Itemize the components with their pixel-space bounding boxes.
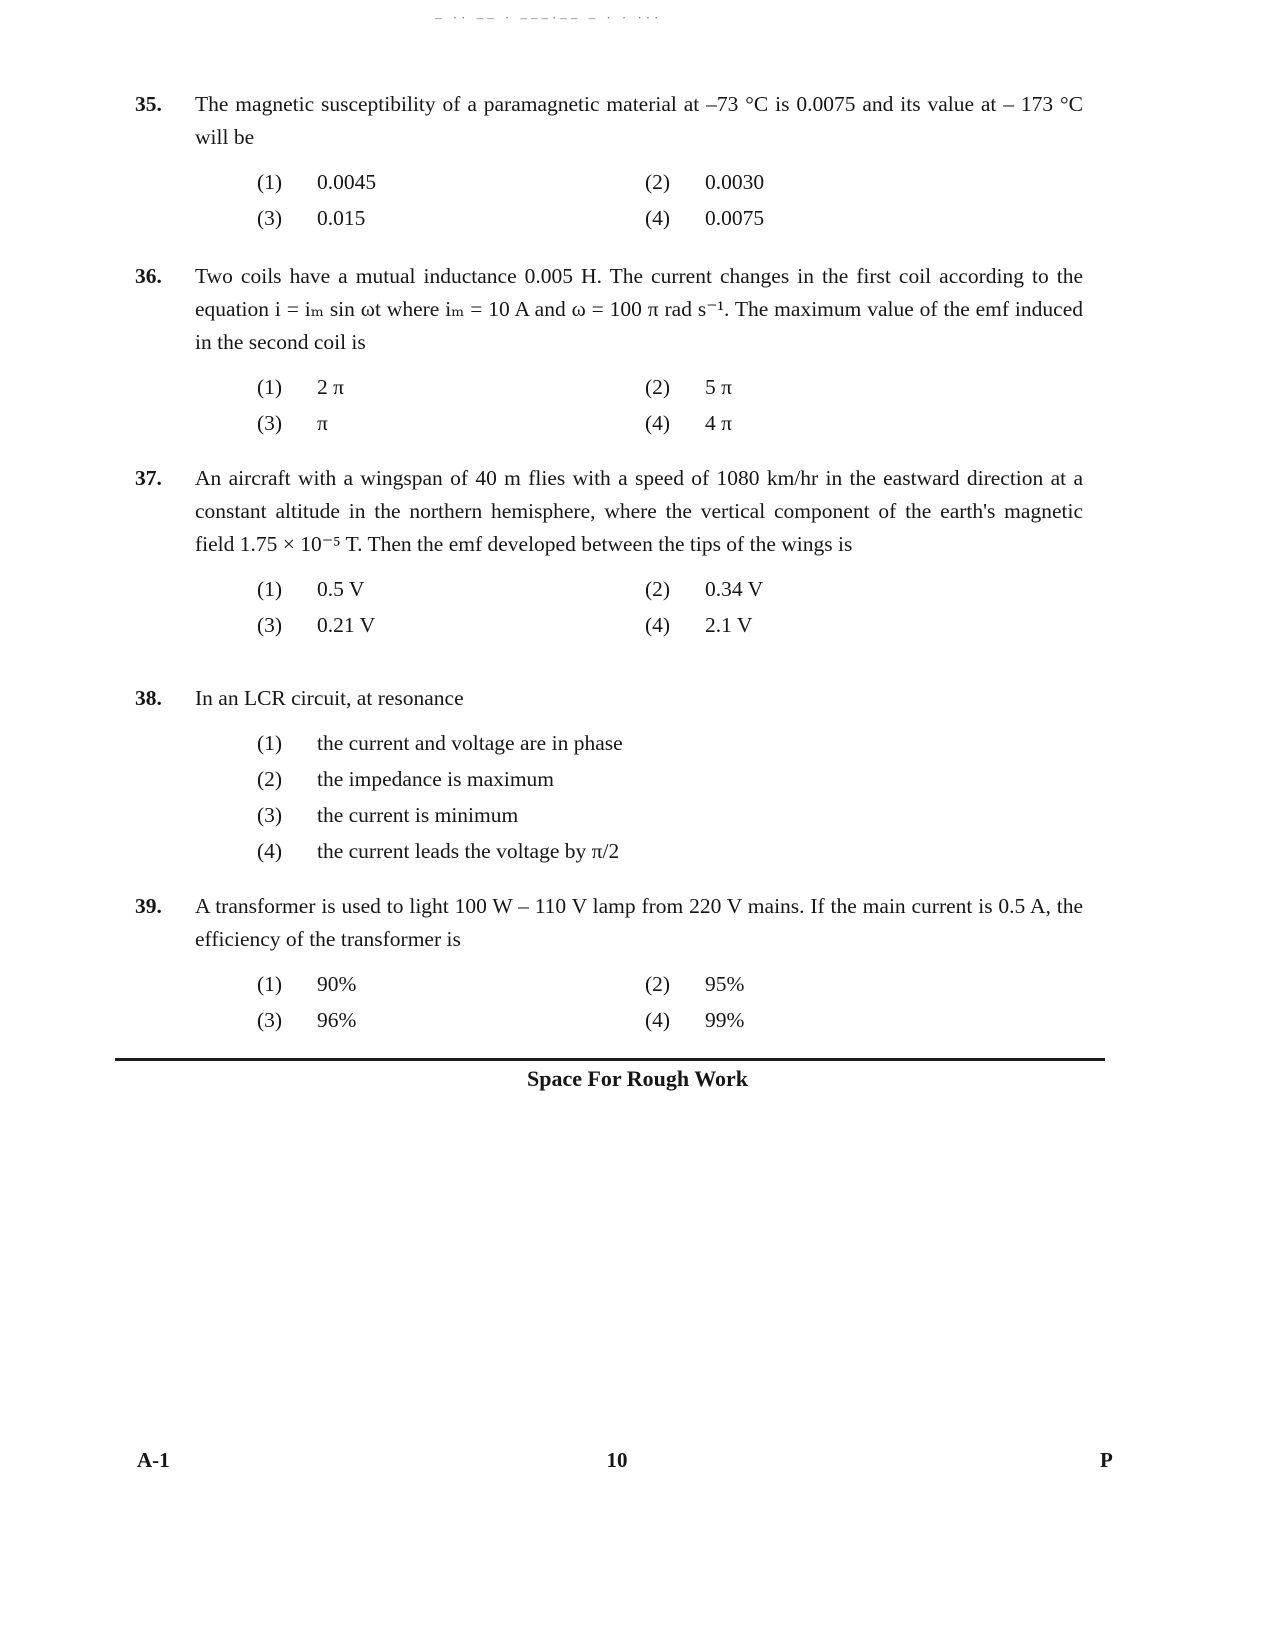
question-38-number: 38. — [135, 686, 162, 710]
question-37-text: An aircraft with a wingspan of 40 m flies with a speed of 1080 km/hr in the eastward direction at a constant altitude in the northern hemisphere, where the vertical component of the earth's magnetic field 1.75 × 10⁻⁵ T. Then the emf developed between the tips of the wings is — [195, 466, 1083, 556]
option-2-text: the impedance is maximum — [317, 767, 555, 791]
option-3 — [257, 799, 1083, 832]
option-2 — [645, 371, 1083, 404]
question-37-body — [195, 462, 1083, 642]
question-38-text: In an LCR circuit, at resonance — [195, 686, 464, 710]
option-2 — [645, 968, 1083, 1001]
option-2-text: 0.34 V — [705, 577, 764, 601]
option-4-label: (4) — [645, 411, 671, 435]
option-3-text: 0.21 V — [317, 613, 376, 637]
option-4-text: 0.0075 — [705, 206, 765, 230]
option-3-label: (3) — [257, 613, 283, 637]
option-4 — [645, 202, 1083, 235]
option-2-label: (2) — [257, 767, 283, 791]
option-3 — [257, 407, 645, 440]
rough-work-divider — [115, 1058, 1105, 1061]
option-1-text: 90% — [317, 972, 357, 996]
option-2-label: (2) — [645, 170, 671, 194]
rough-work-heading: Space For Rough Work — [526, 1066, 749, 1091]
option-2 — [257, 763, 1083, 796]
option-3 — [257, 202, 645, 235]
option-3-label: (3) — [257, 411, 283, 435]
question-39-body — [195, 890, 1083, 1037]
question-39-options — [195, 968, 1083, 1037]
question-38 — [135, 682, 1083, 868]
option-4-text: 2.1 V — [705, 613, 753, 637]
option-2-label: (2) — [645, 577, 671, 601]
option-2-text: 0.0030 — [705, 170, 765, 194]
question-35 — [135, 88, 1083, 235]
option-4-text: 99% — [705, 1008, 745, 1032]
question-36-options — [195, 371, 1083, 440]
question-37 — [135, 462, 1083, 642]
option-1-text: 2 π — [317, 375, 344, 399]
option-4-label: (4) — [645, 206, 671, 230]
question-38-body — [195, 682, 1083, 868]
option-1 — [257, 166, 645, 199]
option-3-text: the current is minimum — [317, 803, 519, 827]
question-39 — [135, 890, 1083, 1037]
option-2-text: 5 π — [705, 375, 732, 399]
option-3 — [257, 609, 645, 642]
option-1-label: (1) — [257, 170, 283, 194]
question-35-number: 35. — [135, 92, 162, 116]
option-4-label: (4) — [257, 839, 283, 863]
option-1 — [257, 727, 1083, 760]
question-35-options — [195, 166, 1083, 235]
option-3-label: (3) — [257, 1008, 283, 1032]
option-2 — [645, 166, 1083, 199]
option-4-label: (4) — [645, 1008, 671, 1032]
page-footer — [0, 1448, 1275, 1478]
option-4 — [645, 407, 1083, 440]
option-1 — [257, 968, 645, 1001]
option-4-text: 4 π — [705, 411, 732, 435]
option-1-label: (1) — [257, 731, 283, 755]
option-1-label: (1) — [257, 577, 283, 601]
option-3-text: 96% — [317, 1008, 357, 1032]
option-1-text: the current and voltage are in phase — [317, 731, 623, 755]
question-35-body — [195, 88, 1083, 235]
option-3-text: π — [317, 411, 328, 435]
option-1 — [257, 371, 645, 404]
option-2-label: (2) — [645, 972, 671, 996]
question-36-text: Two coils have a mutual inductance 0.005 H. The current changes in the first coil according to the equation i = iₘ sin ωt where iₘ = 10 A and ω = 100 π rad s⁻¹. The maximum value of the emf induced in the second coil is — [195, 264, 1083, 354]
option-4 — [645, 1004, 1083, 1037]
option-4 — [645, 609, 1083, 642]
option-3 — [257, 1004, 645, 1037]
question-36-body — [195, 260, 1083, 440]
question-39-text: A transformer is used to light 100 W – 110 V lamp from 220 V mains. If the main current is 0.5 A, the efficiency of the transformer is — [195, 894, 1083, 951]
booklet-code: A-1 — [137, 1448, 170, 1472]
question-35-text: The magnetic susceptibility of a paramagnetic material at –73 °C is 0.0075 and its value at – 173 °C will be — [195, 92, 1083, 149]
question-38-options — [195, 727, 1083, 868]
question-37-options — [195, 573, 1083, 642]
option-2-label: (2) — [645, 375, 671, 399]
question-36-number: 36. — [135, 264, 162, 288]
option-1-label: (1) — [257, 375, 283, 399]
scan-artifact-marks: – ·· –– · –––·–– – · · ··· — [435, 10, 663, 25]
option-3-label: (3) — [257, 206, 283, 230]
question-37-number: 37. — [135, 466, 162, 490]
option-1-label: (1) — [257, 972, 283, 996]
option-3-label: (3) — [257, 803, 283, 827]
page-number: 10 — [606, 1448, 628, 1472]
option-4-text: the current leads the voltage by π/2 — [317, 839, 620, 863]
paper-code: P — [1100, 1448, 1113, 1472]
option-1-text: 0.0045 — [317, 170, 377, 194]
question-36 — [135, 260, 1083, 440]
option-4 — [257, 835, 1083, 868]
option-1-text: 0.5 V — [317, 577, 365, 601]
option-3-text: 0.015 — [317, 206, 366, 230]
option-2-text: 95% — [705, 972, 745, 996]
option-1 — [257, 573, 645, 606]
option-4-label: (4) — [645, 613, 671, 637]
option-2 — [645, 573, 1083, 606]
question-39-number: 39. — [135, 894, 162, 918]
